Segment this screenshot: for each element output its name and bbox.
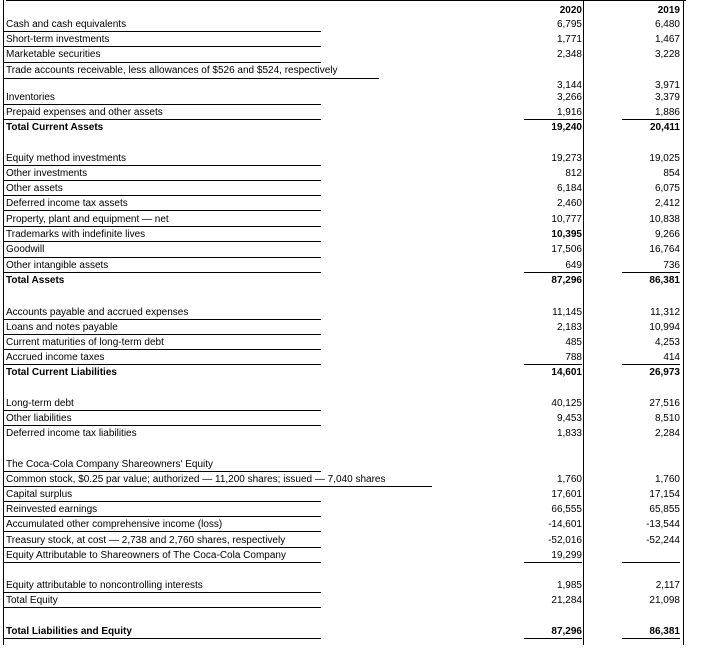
row-label: Accounts payable and accrued expenses <box>6 307 189 318</box>
value-2019: 86,381 <box>649 275 680 286</box>
row-label: Other assets <box>6 183 63 194</box>
row-rule <box>4 425 321 426</box>
value-2019: -13,544 <box>646 519 680 530</box>
value-2019: 9,266 <box>654 229 680 240</box>
total-rule <box>622 638 680 639</box>
value-2019: 16,764 <box>649 244 680 255</box>
total-rule <box>622 562 680 563</box>
row-rule <box>4 119 321 120</box>
value-2020: 10,777 <box>551 214 582 225</box>
value-2019: 736 <box>663 260 680 271</box>
value-2020: 17,506 <box>551 244 582 255</box>
row-rule <box>4 180 321 181</box>
row-rule <box>4 471 321 472</box>
value-2019: 11,312 <box>650 307 680 318</box>
value-2020: 1,833 <box>556 428 582 439</box>
row-label: Total Liabilities and Equity <box>6 626 132 637</box>
row-label: Equity method investments <box>6 153 127 164</box>
value-2019: 4,253 <box>654 337 680 348</box>
value-2020: 2,348 <box>556 49 582 60</box>
row-rule <box>4 46 321 47</box>
value-2020: 40,125 <box>551 398 582 409</box>
row-rule <box>4 638 321 639</box>
row-rule <box>4 195 321 196</box>
value-2019: -52,244 <box>646 535 680 546</box>
value-2019: 2,284 <box>654 428 680 439</box>
total-rule <box>524 119 582 120</box>
value-2020: 66,555 <box>551 504 582 515</box>
value-2020: 87,296 <box>551 626 582 637</box>
row-label: Property, plant and equipment — net <box>6 214 169 225</box>
value-2019: 2,412 <box>654 198 680 209</box>
column-rule <box>3 0 4 645</box>
row-label: Other liabilities <box>6 413 72 424</box>
value-2020: 2,460 <box>556 198 582 209</box>
row-rule <box>4 226 321 227</box>
row-rule <box>4 241 321 242</box>
row-rule <box>4 31 321 32</box>
row-label: Total Equity <box>6 595 58 606</box>
value-2019: 414 <box>663 352 680 363</box>
row-label: The Coca-Cola Company Shareowners' Equity <box>6 459 214 470</box>
row-rule <box>4 62 321 63</box>
value-2019: 27,516 <box>649 398 680 409</box>
row-label: Capital surplus <box>6 489 73 500</box>
row-label: Prepaid expenses and other assets <box>6 107 163 118</box>
row-label: Cash and cash equivalents <box>6 19 127 30</box>
value-2020: 9,453 <box>556 413 582 424</box>
header-2019: 2019 <box>657 5 680 16</box>
row-label: Long-term debt <box>6 398 74 409</box>
total-rule <box>524 364 582 365</box>
row-label: Other investments <box>6 168 88 179</box>
value-2019: 1,760 <box>654 474 680 485</box>
value-2019: 8,510 <box>654 413 680 424</box>
row-rule <box>4 562 321 563</box>
total-rule <box>524 638 582 639</box>
value-2020: 10,395 <box>551 229 582 240</box>
row-label: Total Assets <box>6 275 65 286</box>
total-rule <box>622 272 680 273</box>
row-rule <box>4 78 379 79</box>
row-rule <box>4 349 321 350</box>
value-2019: 6,075 <box>654 183 680 194</box>
value-2019: 1,467 <box>654 34 680 45</box>
value-2020: 19,273 <box>551 153 582 164</box>
row-label: Equity Attributable to Shareowners of The Coca-Cola Company <box>6 550 286 561</box>
row-label: Current maturities of long-term debt <box>6 337 164 348</box>
value-2019: 26,973 <box>649 367 680 378</box>
row-rule <box>4 364 321 365</box>
value-2020: 788 <box>565 352 582 363</box>
row-rule <box>4 531 321 532</box>
row-label: Treasury stock, at cost — 2,738 and 2,760 shares, respectively <box>6 535 286 546</box>
row-rule <box>4 410 321 411</box>
row-label: Loans and notes payable <box>6 322 118 333</box>
value-2019: 19,025 <box>649 153 680 164</box>
column-rule <box>583 0 584 645</box>
value-2019: 17,154 <box>649 489 680 500</box>
value-2019: 3,971 <box>654 80 680 91</box>
value-2019: 6,480 <box>654 19 680 30</box>
row-rule <box>4 319 321 320</box>
row-label: Deferred income tax liabilities <box>6 428 137 439</box>
value-2019: 65,855 <box>649 504 680 515</box>
row-label: Total Current Liabilities <box>6 367 117 378</box>
row-label: Total Current Assets <box>6 122 104 133</box>
value-2019: 10,994 <box>649 322 680 333</box>
total-rule <box>524 562 582 563</box>
row-rule <box>4 501 321 502</box>
row-label: Deferred income tax assets <box>6 198 128 209</box>
row-label: Other intangible assets <box>6 260 109 271</box>
value-2019: 854 <box>663 168 680 179</box>
value-2020: 14,601 <box>551 367 582 378</box>
value-2020: 19,299 <box>551 550 582 561</box>
header-2020: 2020 <box>559 5 582 16</box>
value-2020: 1,916 <box>556 107 582 118</box>
value-2020: 3,266 <box>556 92 582 103</box>
value-2019: 1,886 <box>654 107 680 118</box>
row-label: Equity attributable to noncontrolling interests <box>6 580 203 591</box>
row-rule <box>4 210 321 211</box>
row-rule <box>4 486 432 487</box>
value-2020: 812 <box>565 168 582 179</box>
value-2020: 17,601 <box>551 489 582 500</box>
row-label: Inventories <box>6 92 55 103</box>
row-label: Accrued income taxes <box>6 352 105 363</box>
row-label: Reinvested earnings <box>6 504 98 515</box>
value-2020: 87,296 <box>551 275 582 286</box>
value-2019: 2,117 <box>655 580 680 591</box>
value-2020: 649 <box>565 260 582 271</box>
total-rule <box>622 119 680 120</box>
row-rule <box>4 516 321 517</box>
value-2019: 86,381 <box>649 626 680 637</box>
row-label: Marketable securities <box>6 49 101 60</box>
row-label: Short-term investments <box>6 34 110 45</box>
value-2019: 20,411 <box>649 122 680 133</box>
row-rule <box>4 334 321 335</box>
value-2020: -52,016 <box>548 535 582 546</box>
row-rule <box>4 547 321 548</box>
value-2020: 19,240 <box>551 122 582 133</box>
row-rule <box>4 165 321 166</box>
value-2020: 1,760 <box>556 474 582 485</box>
value-2019: 3,379 <box>654 92 680 103</box>
value-2020: 6,795 <box>556 19 582 30</box>
value-2019: 10,838 <box>649 214 680 225</box>
value-2020: 1,771 <box>556 34 582 45</box>
row-rule <box>4 592 321 593</box>
value-2020: 6,184 <box>556 183 582 194</box>
value-2020: 485 <box>565 337 582 348</box>
value-2020: 2,183 <box>556 322 582 333</box>
value-2019: 21,098 <box>649 595 680 606</box>
row-rule <box>4 104 321 105</box>
value-2020: 21,284 <box>551 595 582 606</box>
row-label: Accumulated other comprehensive income (loss) <box>6 519 223 530</box>
total-rule <box>622 364 680 365</box>
row-label: Trademarks with indefinite lives <box>6 229 146 240</box>
top-rule <box>6 0 686 1</box>
value-2020: 11,145 <box>552 307 582 318</box>
value-2020: -14,601 <box>548 519 582 530</box>
row-rule <box>4 607 321 608</box>
row-label: Goodwill <box>6 244 45 255</box>
value-2020: 1,985 <box>556 580 582 591</box>
row-rule <box>4 257 321 258</box>
value-2019: 3,228 <box>654 49 680 60</box>
row-label: Trade accounts receivable, less allowances of $526 and $524, respectively <box>6 65 338 76</box>
column-rule <box>683 0 684 645</box>
value-2020: 3,144 <box>556 80 582 91</box>
row-rule <box>4 272 321 273</box>
row-label: Common stock, $0.25 par value; authorized — 11,200 shares; issued — 7,040 shares <box>6 474 386 485</box>
total-rule <box>524 272 582 273</box>
